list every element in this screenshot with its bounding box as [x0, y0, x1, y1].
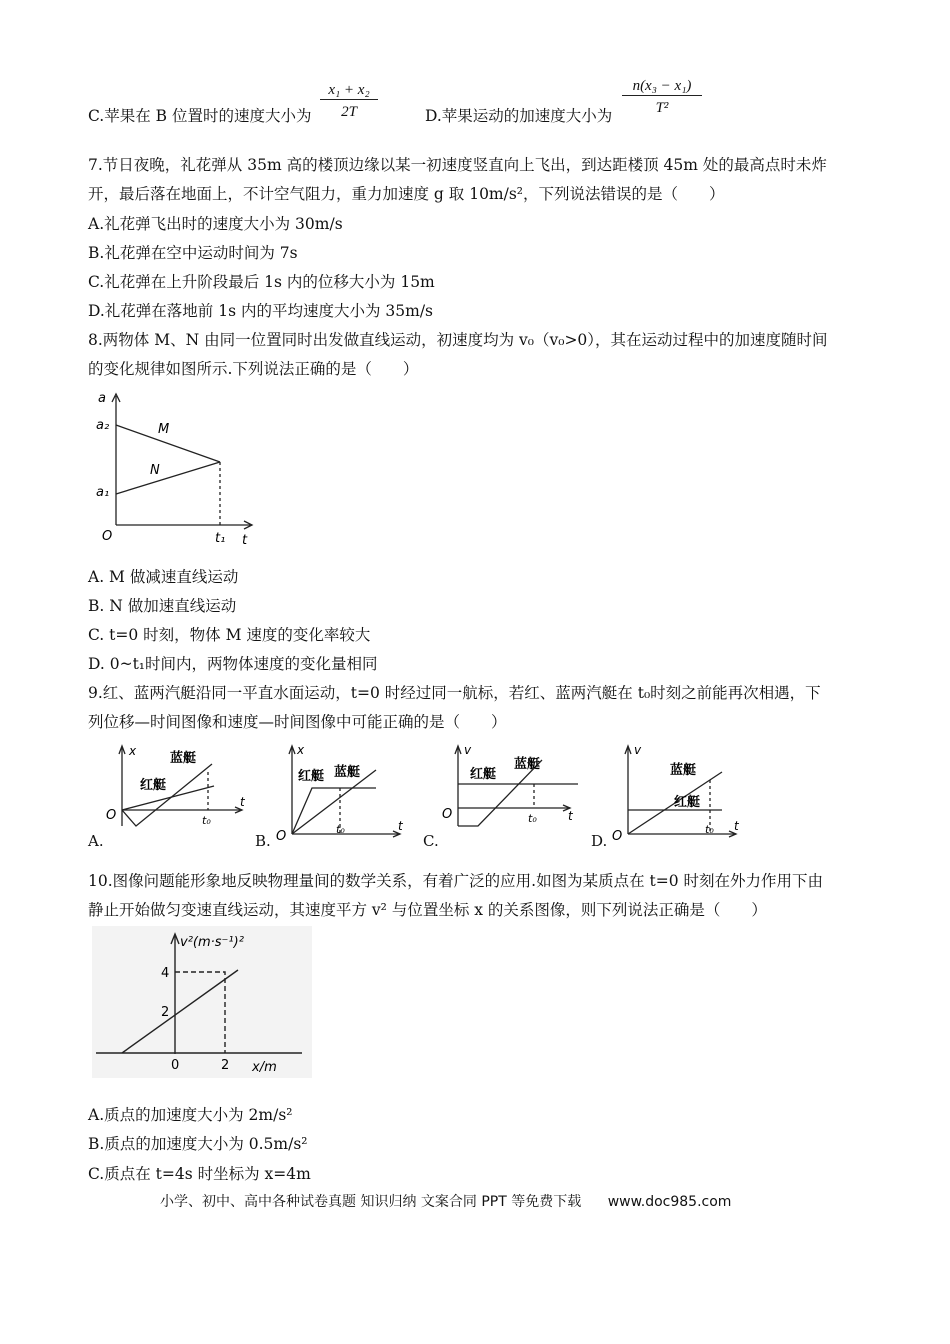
q8-stem-line2: 的变化规律如图所示.下列说法正确的是（ ）: [88, 360, 419, 378]
q6-option-c-fraction: [320, 82, 378, 121]
q10-stem-line2: 静止开始做匀变速直线运动，其速度平方 v² 与位置坐标 x 的关系图像，则下列说法正确是（ ）: [88, 901, 767, 919]
origin-label: O: [102, 529, 113, 544]
red-boat-label: 红艇: [674, 795, 701, 810]
t1-label: t₁: [215, 531, 226, 546]
q9-graph-d: [610, 742, 750, 840]
q9-stem-line1: 9.红、蓝两汽艇沿同一平直水面运动，t=0 时经过同一航标，若红、蓝两汽艇在 t₀时刻之前能再次相遇，下: [88, 684, 821, 702]
fraction-numerator: n(x₃ − x₁): [622, 78, 702, 96]
q9-option-c-label: C.: [423, 832, 439, 850]
y-axis-label: v²(m·s⁻¹)²: [180, 935, 244, 950]
tick-2: 2: [161, 1005, 170, 1020]
q8-stem-line1: 8.两物体 M、N 由同一位置同时出发做直线运动，初速度均为 v₀（v₀>0），其在运动过程中的加速度随时间: [88, 331, 828, 349]
tick-0: 0: [171, 1058, 180, 1073]
q7-option-b: B.礼花弹在空中运动时间为 7s: [88, 244, 298, 262]
q10-option-b: B.质点的加速度大小为 0.5m/s²: [88, 1135, 308, 1153]
fraction-denominator: 2T: [341, 104, 357, 120]
y-axis-label: a: [98, 391, 106, 406]
q8-option-d: D. 0~t₁时间内，两物体速度的变化量相同: [88, 655, 378, 673]
q9-option-b-label: B.: [255, 832, 271, 850]
origin-label: O: [276, 829, 287, 840]
origin-label: O: [442, 807, 453, 822]
q10-v2-x-graph: [92, 926, 312, 1078]
axis-label-t: t: [734, 819, 739, 833]
a1-label: a₁: [96, 485, 110, 500]
tick-4: 4: [161, 966, 170, 981]
q10-stem-line1: 10.图像问题能形象地反映物理量间的数学关系，有着广泛的应用.如图为某质点在 t=0 时刻在外力作用下由: [88, 872, 824, 890]
blue-boat-line: [122, 764, 212, 826]
origin-label: O: [106, 808, 117, 823]
t0-label: t₀: [202, 814, 211, 827]
axis-label-x: x: [297, 743, 305, 757]
t0-label: t₀: [705, 823, 714, 836]
q6-option-d-fraction: [622, 78, 702, 117]
q10-option-c: C.质点在 t=4s 时坐标为 x=4m: [88, 1165, 311, 1183]
q7-stem-line2: 开，最后落在地面上，不计空气阻力，重力加速度 g 取 10m/s²，下列说法错误的是（ ）: [88, 185, 725, 203]
blue-boat-label: 蓝艇: [670, 763, 697, 778]
footer-url[interactable]: www.doc985.com: [607, 1194, 732, 1210]
q9-graph-a: [102, 742, 252, 830]
q8-option-b: B. N 做加速直线运动: [88, 597, 237, 615]
t0-label: t₀: [336, 823, 345, 836]
q8-option-a: A. M 做减速直线运动: [88, 568, 239, 586]
tick-x2: 2: [221, 1058, 230, 1073]
line-n: [116, 462, 220, 494]
q8-option-c: C. t=0 时刻，物体 M 速度的变化率较大: [88, 626, 371, 644]
x-axis-label: x/m: [252, 1060, 277, 1075]
fraction-numerator: x₁ + x₂: [320, 82, 378, 100]
t0-label: t₀: [528, 812, 537, 825]
axis-label-t: t: [398, 819, 403, 833]
blue-boat-label: 蓝艇: [170, 751, 197, 766]
q10-option-a: A.质点的加速度大小为 2m/s²: [88, 1106, 293, 1124]
origin-label: O: [612, 829, 623, 840]
blue-boat-label: 蓝艇: [334, 765, 361, 780]
axis-label-v: v: [464, 743, 472, 757]
q9-option-d-label: D.: [591, 832, 608, 850]
a2-label: a₂: [96, 418, 110, 433]
n-label: N: [150, 463, 160, 478]
q9-graph-b: [272, 742, 412, 840]
axis-label-t: t: [568, 809, 573, 823]
q8-acceleration-graph: [92, 388, 262, 550]
blue-boat-label: 蓝艇: [514, 757, 541, 772]
q6-option-d: D.苹果运动的加速度大小为: [425, 107, 613, 125]
q9-graph-c: [440, 742, 580, 830]
q9-option-a-label: A.: [88, 832, 104, 850]
q7-stem-line1: 7.节日夜晚，礼花弹从 35m 高的楼顶边缘以某一初速度竖直向上飞出，到达距楼顶 45m 处的最高点时未炸: [88, 156, 827, 174]
axis-label-t: t: [240, 795, 245, 809]
q7-option-c: C.礼花弹在上升阶段最后 1s 内的位移大小为 15m: [88, 273, 435, 291]
q7-option-d: D.礼花弹在落地前 1s 内的平均速度大小为 35m/s: [88, 302, 433, 320]
red-boat-label: 红艇: [470, 767, 497, 782]
red-boat-label: 红艇: [298, 769, 325, 784]
axis-label-v: v: [634, 743, 642, 757]
footer-text: 小学、初中、高中各种试卷真题 知识归纳 文案合同 PPT 等免费下载: [160, 1194, 582, 1210]
red-boat-label: 红艇: [140, 778, 167, 793]
q7-option-a: A.礼花弹飞出时的速度大小为 30m/s: [88, 215, 343, 233]
m-label: M: [158, 422, 170, 437]
q9-stem-line2: 列位移—时间图像和速度—时间图像中可能正确的是（ ）: [88, 713, 507, 731]
q6-option-c: C.苹果在 B 位置时的速度大小为: [88, 107, 312, 125]
x-axis-label: t: [242, 533, 248, 548]
red-boat-line: [122, 786, 214, 810]
fraction-denominator: T²: [655, 100, 669, 116]
axis-label-x: x: [129, 744, 137, 758]
red-boat-line: [292, 788, 376, 834]
page-footer: [160, 1191, 731, 1211]
